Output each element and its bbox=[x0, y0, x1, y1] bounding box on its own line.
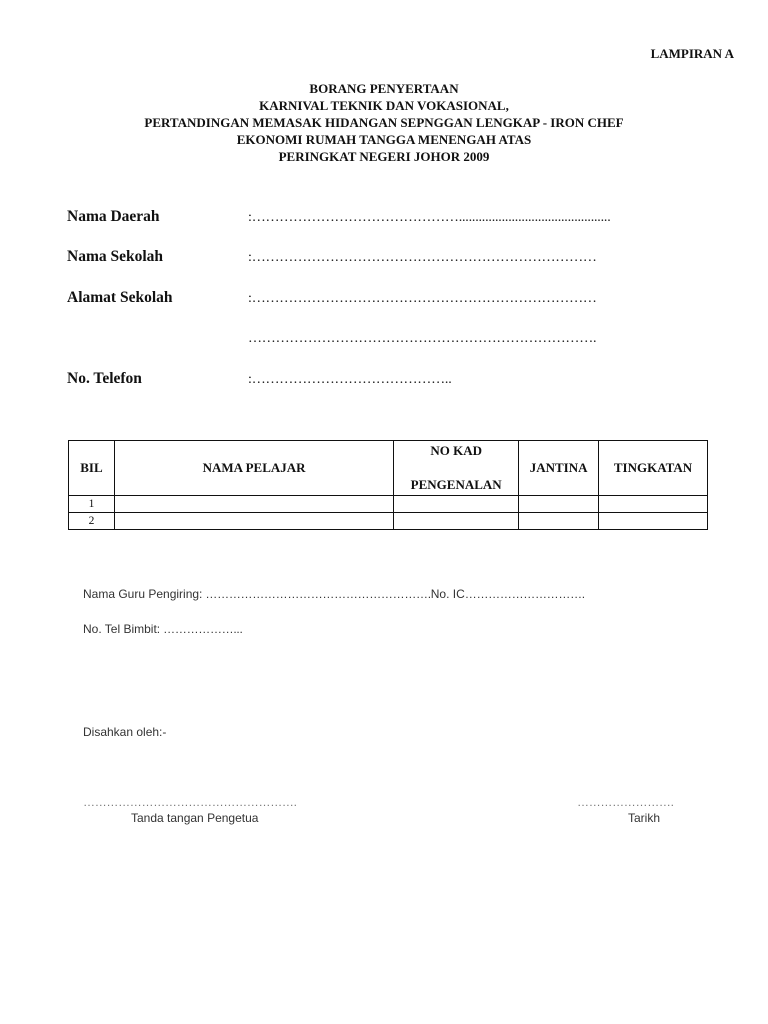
header-no-kad bbox=[394, 441, 519, 496]
no-ic-label: No. IC bbox=[430, 587, 465, 601]
cell-jantina[interactable] bbox=[519, 513, 599, 530]
date-label: Tarikh bbox=[628, 811, 661, 825]
table-row bbox=[69, 496, 708, 513]
cell-nama[interactable] bbox=[114, 496, 393, 513]
cell-nama[interactable] bbox=[114, 513, 393, 530]
header-no-kad-line2: PENGENALAN bbox=[410, 477, 502, 492]
signature-line[interactable]: ………………………………………………. bbox=[83, 795, 297, 809]
title-line: EKONOMI RUMAH TANGGA MENENGAH ATAS bbox=[236, 132, 532, 147]
guru-pengiring-row bbox=[83, 587, 585, 601]
no-telefon-label: No. Telefon bbox=[67, 370, 142, 387]
no-telefon-field[interactable]: :…………………………………….. bbox=[248, 372, 452, 387]
header-bil: BIL bbox=[69, 441, 115, 496]
guru-pengiring-label: Nama Guru Pengiring: bbox=[83, 587, 203, 601]
form-title bbox=[0, 80, 768, 165]
row-number: 1 bbox=[69, 496, 115, 513]
title-line: PERTANDINGAN MEMASAK HIDANGAN SEPNGGAN LENGKAP - IRON CHEF bbox=[144, 115, 624, 130]
alamat-sekolah-field[interactable]: :………………………………………………………………… bbox=[248, 291, 597, 306]
guru-pengiring-field[interactable]: …………………………………………………. bbox=[202, 587, 431, 601]
student-table bbox=[68, 440, 708, 530]
header-tingkatan: TINGKATAN bbox=[599, 441, 708, 496]
alamat-sekolah-label: Alamat Sekolah bbox=[67, 289, 173, 306]
header-no-kad-line1: NO KAD bbox=[430, 443, 482, 458]
header-nama-pelajar: NAMA PELAJAR bbox=[114, 441, 393, 496]
cell-kad[interactable] bbox=[394, 496, 519, 513]
nama-daerah-label: Nama Daerah bbox=[67, 208, 160, 225]
cell-kad[interactable] bbox=[394, 513, 519, 530]
cell-jantina[interactable] bbox=[519, 496, 599, 513]
title-line: PERINGKAT NEGERI JOHOR 2009 bbox=[278, 149, 490, 164]
disahkan-label: Disahkan oleh:- bbox=[83, 725, 167, 739]
table-row bbox=[69, 513, 708, 530]
cell-tingkatan[interactable] bbox=[599, 513, 708, 530]
title-line: BORANG PENYERTAAN bbox=[309, 81, 459, 96]
nama-daerah-field[interactable]: :……………………………………….............................................. bbox=[248, 210, 611, 225]
alamat-sekolah-field-line2[interactable]: …………………………………………………………………. bbox=[248, 331, 597, 346]
no-ic-field[interactable]: …………………………. bbox=[464, 587, 585, 601]
nama-sekolah-label: Nama Sekolah bbox=[67, 248, 164, 265]
tel-bimbit-label: No. Tel Bimbit: bbox=[83, 622, 161, 636]
signature-label: Tanda tangan Pengetua bbox=[131, 811, 259, 825]
nama-sekolah-field[interactable]: :………………………………………………………………… bbox=[248, 250, 597, 265]
cell-tingkatan[interactable] bbox=[599, 496, 708, 513]
lampiran-label: LAMPIRAN A bbox=[650, 46, 734, 61]
title-line: KARNIVAL TEKNIK DAN VOKASIONAL, bbox=[259, 98, 509, 113]
table-header-row bbox=[69, 441, 708, 496]
tel-bimbit-field[interactable]: ………………... bbox=[160, 622, 243, 636]
row-number: 2 bbox=[69, 513, 115, 530]
tel-bimbit-row bbox=[83, 622, 242, 636]
header-jantina: JANTINA bbox=[519, 441, 599, 496]
date-line[interactable]: ……………………. bbox=[577, 795, 674, 809]
